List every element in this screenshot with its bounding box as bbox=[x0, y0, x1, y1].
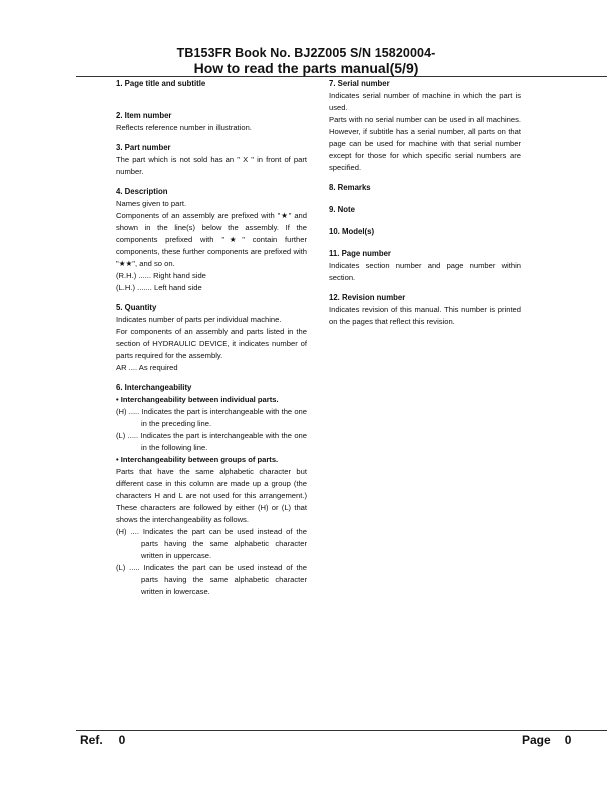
page-title: How to read the parts manual(5/9) bbox=[193, 60, 419, 76]
section-title-item-number: 2. Item number bbox=[116, 111, 172, 120]
section-title-serial-number: 7. Serial number bbox=[329, 79, 390, 88]
section-title-page-number: 11. Page number bbox=[329, 249, 391, 258]
interchange-group-l: (L) ..... Indicates the part can be used instead of the parts having the same alphabetic character written in lowercase. bbox=[116, 563, 307, 596]
footer-ref bbox=[80, 733, 125, 747]
section-title-part-number: 3. Part number bbox=[116, 143, 171, 152]
description-lh: (L.H.) ....... Left hand side bbox=[116, 283, 202, 292]
quantity-assembly: For components of an assembly and parts listed in the section of HYDRAULIC DEVICE, it indicates number of parts required for the assembly. bbox=[116, 327, 307, 360]
description-rh: (R.H.) ...... Right hand side bbox=[116, 271, 206, 280]
serial-number-detail: Parts with no serial number can be used in all machines. However, if subtitle has a serial number, all parts on that page can be used for machine with that serial number except for those for which specific serial numbers are specified. bbox=[329, 115, 521, 172]
interchange-individual-l: (L) ..... Indicates the part is interchangeable with the one in the following line. bbox=[116, 431, 307, 452]
section-title-interchangeability: 6. Interchangeability bbox=[116, 383, 192, 392]
footer-page bbox=[522, 733, 571, 747]
section-text-item-number: Reflects reference number in illustration. bbox=[116, 123, 252, 132]
interchange-group-heading: • Interchangeability between groups of parts. bbox=[116, 455, 279, 464]
footer-page-value: 0 bbox=[564, 733, 572, 747]
section-text-part-number: The part which is not sold has an " X " in front of part number. bbox=[116, 155, 307, 176]
section-title-quantity: 5. Quantity bbox=[116, 303, 157, 312]
interchange-group-text: Parts that have the same alphabetic character but different case in this column are made up a group (the characters H and L are not used for this arrangement.) These characters are followed by either (H) or (L) that shows the interchangeability as follows. bbox=[116, 467, 307, 524]
footer-ref-label: Ref. bbox=[80, 733, 103, 747]
revision-number-text: Indicates revision of this manual. This number is printed on the pages that reflect this revision. bbox=[329, 305, 521, 326]
interchange-individual-heading: • Interchangeability between individual parts. bbox=[116, 395, 279, 404]
footer-divider bbox=[76, 730, 607, 731]
quantity-as-required: AR .... As required bbox=[116, 363, 178, 372]
section-title-models: 10. Model(s) bbox=[329, 227, 375, 236]
interchange-individual-h: (H) ..... Indicates the part is interchangeable with the one in the preceding line. bbox=[116, 407, 307, 428]
right-column bbox=[329, 78, 521, 328]
footer-ref-value: 0 bbox=[118, 733, 126, 747]
section-title-note: 9. Note bbox=[329, 205, 355, 214]
description-components: Components of an assembly are prefixed with "★" and shown in the line(s) below the assembly. If the components prefixed with "★" contain further components, these further components are prefixed with "★★", and so on. bbox=[116, 211, 307, 268]
header-divider bbox=[76, 76, 607, 77]
page-number-text: Indicates section number and page number within section. bbox=[329, 261, 521, 282]
section-title-remarks: 8. Remarks bbox=[329, 183, 371, 192]
serial-number-text: Indicates serial number of machine in which the part is used. bbox=[329, 91, 521, 112]
section-title-page-title: 1. Page title and subtitle bbox=[116, 79, 206, 88]
section-title-revision-number: 12. Revision number bbox=[329, 293, 406, 302]
footer-page-label: Page bbox=[522, 733, 551, 747]
interchange-group-h: (H) .... Indicates the part can be used instead of the parts having the same alphabetic character written in uppercase. bbox=[116, 527, 307, 560]
quantity-per-machine: Indicates number of parts per individual machine. bbox=[116, 315, 282, 324]
header-book-info: TB153FR Book No. BJ2Z005 S/N 15820004- bbox=[176, 46, 436, 60]
left-column bbox=[116, 78, 307, 598]
section-title-description: 4. Description bbox=[116, 187, 168, 196]
description-names: Names given to part. bbox=[116, 199, 187, 208]
